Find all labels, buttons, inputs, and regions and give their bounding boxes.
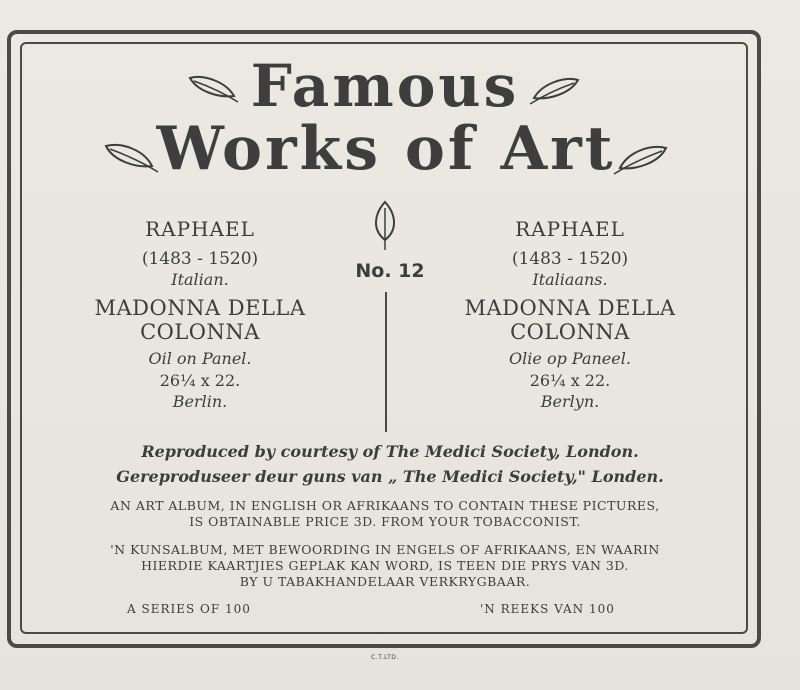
series-english: A SERIES OF 100 bbox=[127, 602, 251, 616]
painting-title-line2: COLONNA bbox=[140, 320, 260, 344]
series-afrikaans: 'N REEKS VAN 100 bbox=[480, 602, 615, 616]
notice-line: BY U TABAKHANDELAAR VERKRYGBAAR. bbox=[239, 574, 531, 589]
painting-medium: Oil on Panel. bbox=[148, 349, 252, 368]
painting-title-line1: MADONNA DELLA bbox=[464, 296, 676, 320]
artist-name: RAPHAEL bbox=[145, 217, 255, 241]
album-notice-english bbox=[30, 498, 740, 530]
afrikaans-column bbox=[430, 216, 710, 412]
painting-location: Berlin. bbox=[172, 392, 228, 411]
card-number: No. 12 bbox=[355, 260, 425, 282]
courtesy-afrikaans: Gereproduseer deur guns van „ The Medici Society," Londen. bbox=[116, 467, 664, 486]
album-notice-afrikaans bbox=[30, 542, 740, 590]
maker-mark: C.T.LTD. bbox=[371, 654, 399, 661]
artist-nationality: Italiaans. bbox=[532, 270, 608, 289]
artist-dates: (1483 - 1520) bbox=[141, 249, 259, 269]
painting-title-line2: COLONNA bbox=[510, 320, 630, 344]
notice-line: 'N KUNSALBUM, MET BEWOORDING IN ENGELS OF AFRIKAANS, EN WAARIN bbox=[110, 542, 660, 557]
title-line-2: Works of Art bbox=[156, 114, 616, 184]
painting-size: 26¼ x 22. bbox=[159, 371, 241, 390]
notice-line: IS OBTAINABLE PRICE 3D. FROM YOUR TOBACCONIST. bbox=[189, 514, 581, 529]
title-line-1: Famous bbox=[250, 52, 520, 120]
artist-name: RAPHAEL bbox=[515, 217, 625, 241]
painting-title-line1: MADONNA DELLA bbox=[94, 296, 306, 320]
center-leaf-icon bbox=[370, 200, 400, 252]
artist-dates: (1483 - 1520) bbox=[511, 249, 629, 269]
notice-line: HIERDIE KAARTJIES GEPLAK KAN WORD, IS TEEN DIE PRYS VAN 3D. bbox=[141, 558, 629, 573]
painting-size: 26¼ x 22. bbox=[529, 371, 611, 390]
english-column bbox=[60, 216, 340, 412]
center-divider bbox=[385, 292, 387, 432]
courtesy-english: Reproduced by courtesy of The Medici Society, London. bbox=[141, 442, 639, 461]
painting-location: Berlyn. bbox=[540, 392, 600, 411]
notice-line: AN ART ALBUM, IN ENGLISH OR AFRIKAANS TO CONTAIN THESE PICTURES, bbox=[110, 498, 660, 513]
artist-nationality: Italian. bbox=[171, 270, 229, 289]
painting-medium: Olie op Paneel. bbox=[509, 349, 631, 368]
